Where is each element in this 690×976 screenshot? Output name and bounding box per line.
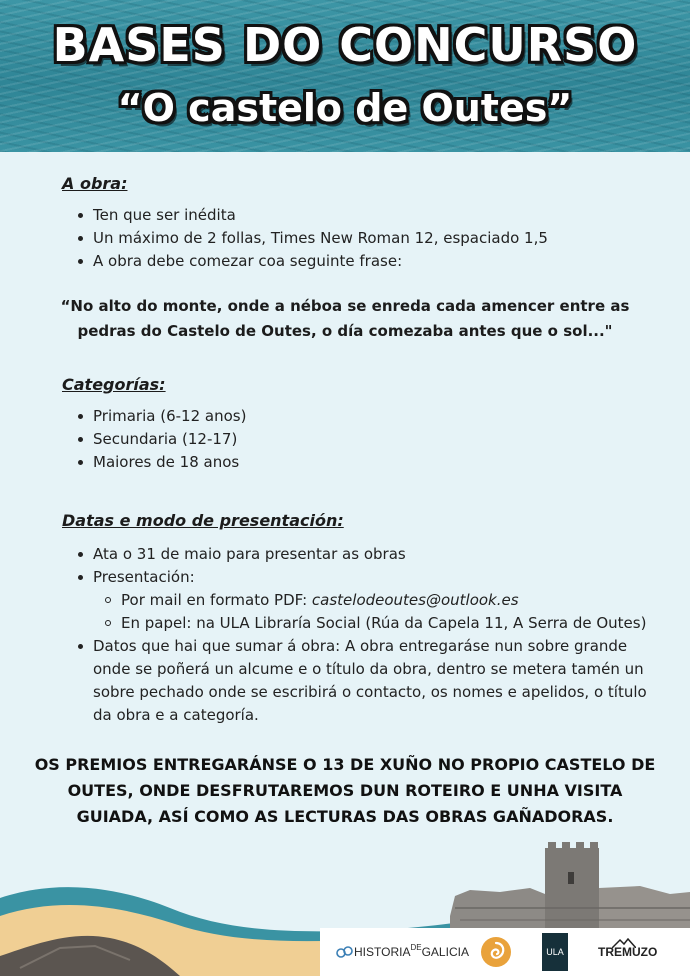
ula-logo	[542, 928, 568, 976]
list-item-label: Presentación:	[93, 568, 195, 586]
mountain-icon	[612, 938, 636, 948]
prizes-announcement	[20, 752, 670, 830]
logo-text: HISTORIA	[354, 945, 411, 959]
sponsor-logos	[320, 928, 690, 976]
sub-item-mail	[93, 589, 647, 612]
email-address: castelodeoutes@outlook.es	[311, 591, 519, 609]
page-title: BASES DO CONCURSO	[52, 18, 638, 72]
list-item-line: da obra e a categoría.	[93, 706, 259, 724]
list-item: Un máximo de 2 follas, Times New Roman 12, espaciado 1,5	[78, 227, 548, 250]
list-item: Ten que ser inédita	[78, 204, 548, 227]
prizes-line: GUIADA, ASÍ COMO AS LECTURAS DAS OBRAS GAÑADORAS.	[76, 807, 614, 826]
castle-illustration	[450, 842, 690, 930]
list-item-line: sobre pechado onde se escribirá o contacto, os nomes e apelidos, o título	[93, 683, 647, 701]
tremuzo-logo	[598, 928, 657, 976]
opening-phrase-quote	[60, 294, 630, 344]
logo-text-sup: DE	[410, 942, 422, 952]
spiral-icon	[480, 936, 512, 968]
list-item-line: Datos que hai que sumar á obra: A obra entregaráse nun sobre grande	[93, 637, 628, 655]
header-banner	[0, 0, 690, 152]
list-item: Secundaria (12-17)	[78, 428, 246, 451]
obra-list	[78, 204, 548, 273]
quote-line: “No alto do monte, onde a néboa se enreda cada amencer entre as	[60, 297, 630, 315]
list-item: Primaria (6-12 anos)	[78, 405, 246, 428]
datas-list	[78, 543, 647, 727]
prizes-line: OUTES, ONDE DESFRUTAREMOS DUN ROTEIRO E UNHA VISITA	[67, 781, 623, 800]
spiral-logo	[480, 928, 512, 976]
historia-de-galicia-icon	[336, 945, 354, 959]
historia-de-galicia-logo	[336, 928, 469, 976]
section-title-obra: A obra:	[62, 174, 128, 193]
section-title-datas: Datas e modo de presentación:	[62, 511, 344, 530]
quote-line: pedras do Castelo de Outes, o día comezaba antes que o sol..."	[77, 322, 613, 340]
logo-text: TREMUZO	[598, 945, 658, 959]
page-subtitle: “O castelo de Outes”	[117, 86, 573, 130]
list-item	[78, 635, 647, 727]
categorias-list	[78, 405, 246, 474]
sub-item-paper: En papel: na ULA Libraría Social (Rúa da Capela 11, A Serra de Outes)	[93, 612, 647, 635]
sub-item-label: Por mail en formato PDF:	[121, 591, 312, 609]
prizes-line: OS PREMIOS ENTREGARÁNSE O 13 DE XUÑO NO PROPIO CASTELO DE	[34, 755, 656, 774]
list-item: A obra debe comezar coa seguinte frase:	[78, 250, 548, 273]
list-item-line: onde se poñerá un alcume e o título da obra, dentro se metera tamén un	[93, 660, 644, 678]
ula-box: ULA	[542, 933, 568, 971]
list-item: Ata o 31 de maio para presentar as obras	[78, 543, 647, 566]
presentation-sublist	[93, 589, 647, 635]
list-item	[78, 566, 647, 635]
section-title-categorias: Categorías:	[62, 375, 166, 394]
list-item: Maiores de 18 anos	[78, 451, 246, 474]
logo-text: GALICIA	[421, 945, 469, 959]
